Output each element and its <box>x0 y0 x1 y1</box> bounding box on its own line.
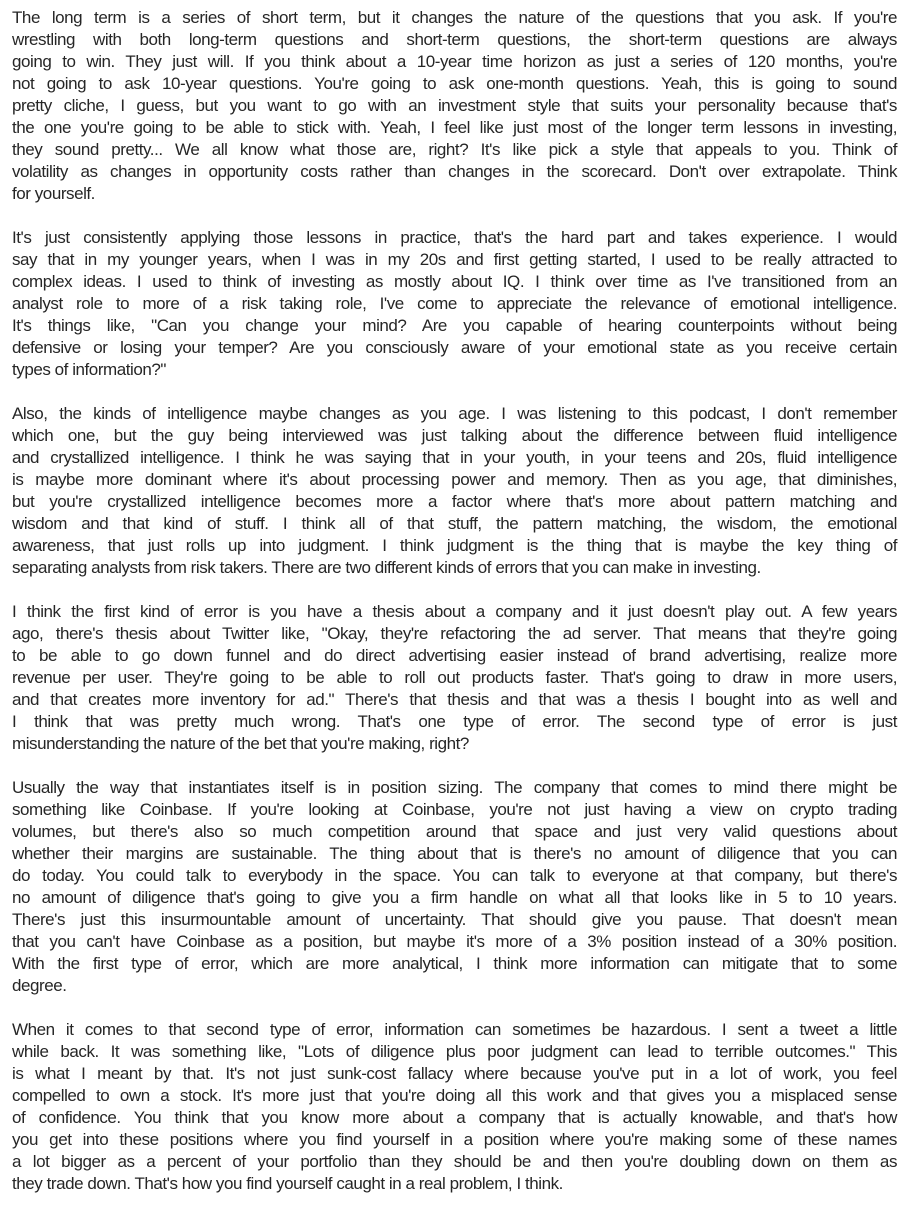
text-line: ago, there's thesis about Twitter like, "Okay, they're refactoring the ad server. That means that they're going <box>12 624 897 643</box>
text-line: the one you're going to be able to stick with. Yeah, I feel like just most of the longer term lessons in investing, <box>12 118 897 137</box>
text-line: do today. You could talk to everybody in the space. You can talk to everyone at that company, but there's <box>12 866 897 885</box>
paragraph <box>12 227 897 381</box>
text-line: I think that was pretty much wrong. That's one type of error. The second type of error is just <box>12 712 897 731</box>
text-line: There's just this insurmountable amount of uncertainty. That should give you pause. That doesn't mean <box>12 910 897 929</box>
text-line: and that creates more inventory for ad." There's that thesis and that was a thesis I bought into as well and <box>12 690 897 709</box>
text-line: for yourself. <box>12 184 95 203</box>
text-line: is what I meant by that. It's not just sunk-cost fallacy where because you've put in a lot of work, you feel <box>12 1064 897 1083</box>
text-line: volumes, but there's also so much competition around that space and just very valid questions about <box>12 822 897 841</box>
text-line: analyst role to more of a risk taking role, I've come to appreciate the relevance of emotional intelligence. <box>12 294 897 313</box>
text-line: separating analysts from risk takers. There are two different kinds of errors that you can make in investing. <box>12 558 761 577</box>
text-line: while back. It was something like, "Lots of diligence plus poor judgment can lead to terrible outcomes." This <box>12 1042 897 1061</box>
text-line: something like Coinbase. If you're looking at Coinbase, you're not just having a view on crypto trading <box>12 800 897 819</box>
text-line: going to win. They just will. If you think about a 10-year time horizon as just a series of 120 months, you're <box>12 52 897 71</box>
text-line: not going to ask 10-year questions. You're going to ask one-month questions. Yeah, this is going to sound <box>12 74 897 93</box>
text-line: say that in my younger years, when I was in my 20s and first getting started, I used to be really attracted to <box>12 250 897 269</box>
text-line: I think the first kind of error is you have a thesis about a company and it just doesn't play out. A few years <box>12 602 897 621</box>
paragraph <box>12 1019 897 1195</box>
text-line: to be able to go down funnel and do direct advertising easier instead of brand advertising, realize more <box>12 646 897 665</box>
text-line: compelled to own a stock. It's more just that you're doing all this work and that gives you a misplaced sense <box>12 1086 897 1105</box>
text-line: The long term is a series of short term, but it changes the nature of the questions that you ask. If you're <box>12 8 897 27</box>
text-line: awareness, that just rolls up into judgment. I think judgment is the thing that is maybe the key thing of <box>12 536 897 555</box>
text-line: they sound pretty... We all know what those are, right? It's like pick a style that appeals to you. Think of <box>12 140 897 159</box>
text-line: they trade down. That's how you find yourself caught in a real problem, I think. <box>12 1174 563 1193</box>
text-line: a lot bigger as a percent of your portfolio than they should be and then you're doubling down on them as <box>12 1152 897 1171</box>
text-line: of confidence. You think that you know more about a company that is actually knowable, and that's how <box>12 1108 897 1127</box>
paragraph <box>12 601 897 755</box>
text-line: degree. <box>12 976 67 995</box>
text-line: wisdom and that kind of stuff. I think all of that stuff, the pattern matching, the wisdom, the emotional <box>12 514 897 533</box>
text-line: When it comes to that second type of error, information can sometimes be hazardous. I sent a tweet a little <box>12 1020 897 1039</box>
document-body <box>12 7 897 1217</box>
text-line: With the first type of error, which are more analytical, I think more information can mitigate that to some <box>12 954 897 973</box>
text-line: pretty cliche, I guess, but you want to go with an investment style that suits your personality because that's <box>12 96 897 115</box>
text-line: volatility as changes in opportunity costs rather than changes in the scorecard. Don't over extrapolate. Think <box>12 162 897 181</box>
text-line: complex ideas. I used to think of investing as mostly about IQ. I think over time as I've transitioned from an <box>12 272 897 291</box>
text-line: which one, but the guy being interviewed was just talking about the difference between fluid intelligence <box>12 426 897 445</box>
text-line: revenue per user. They're going to be able to roll out products faster. That's going to draw in more users, <box>12 668 897 687</box>
paragraph <box>12 777 897 997</box>
text-line: whether their margins are sustainable. The thing about that is there's no amount of diligence that you can <box>12 844 897 863</box>
paragraph <box>12 7 897 205</box>
text-line: is maybe more dominant where it's about processing power and memory. Then as you age, that diminishes, <box>12 470 897 489</box>
text-line: no amount of diligence that's going to give you a firm handle on what all that looks like in 5 to 10 years. <box>12 888 897 907</box>
text-line: Usually the way that instantiates itself is in position sizing. The company that comes to mind there might be <box>12 778 897 797</box>
text-line: types of information?" <box>12 360 166 379</box>
text-line: defensive or losing your temper? Are you consciously aware of your emotional state as you receive certain <box>12 338 897 357</box>
text-line: misunderstanding the nature of the bet that you're making, right? <box>12 734 469 753</box>
paragraph <box>12 403 897 579</box>
text-line: It's things like, "Can you change your mind? Are you capable of hearing counterpoints without being <box>12 316 897 335</box>
text-line: and crystallized intelligence. I think he was saying that in your youth, in your teens and 20s, fluid intelligence <box>12 448 897 467</box>
text-line: that you can't have Coinbase as a position, but maybe it's more of a 3% position instead of a 30% position. <box>12 932 897 951</box>
text-line: you get into these positions where you find yourself in a position where you're making some of these names <box>12 1130 897 1149</box>
text-line: It's just consistently applying those lessons in practice, that's the hard part and takes experience. I would <box>12 228 897 247</box>
text-line: wrestling with both long-term questions and short-term questions, the short-term questions are always <box>12 30 897 49</box>
text-line: but you're crystallized intelligence becomes more a factor where that's more about pattern matching and <box>12 492 897 511</box>
text-line: Also, the kinds of intelligence maybe changes as you age. I was listening to this podcast, I don't remember <box>12 404 897 423</box>
